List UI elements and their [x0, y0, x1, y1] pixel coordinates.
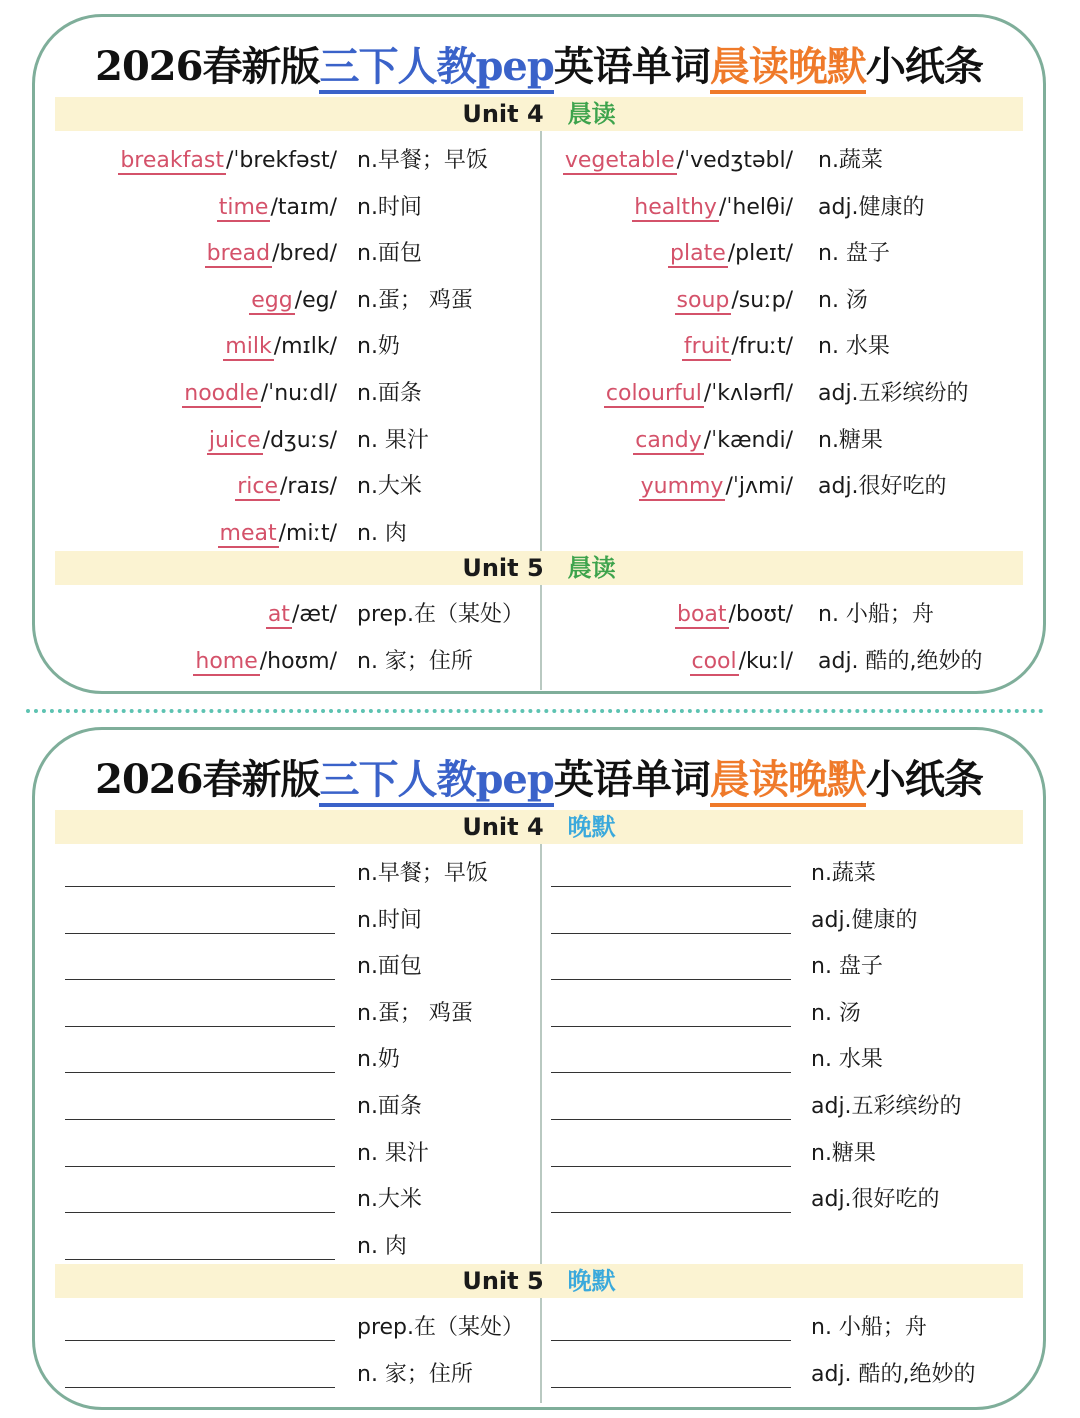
title-highlight-blue: 三下人教pep — [319, 43, 553, 94]
answer-blank[interactable] — [65, 1387, 335, 1388]
phonetic: /boʊt/ — [728, 602, 793, 627]
vocab-meaning: n.大米 — [357, 1187, 422, 1213]
word-group — [57, 374, 337, 414]
title-highlight-orange: 晨读晚默 — [710, 43, 866, 94]
word-group — [553, 595, 793, 635]
vocab-meaning: n.蔬菜 — [818, 148, 883, 173]
phonetic: /kuːl/ — [738, 648, 793, 674]
unit4-morning-banner — [55, 97, 1023, 131]
title-middle: 英语单词 — [553, 43, 710, 90]
vocab-meaning: n.奶 — [357, 334, 400, 360]
title-prefix: 2026春新版 — [95, 43, 320, 90]
word-group — [553, 642, 793, 682]
phonetic: /taɪm/ — [270, 194, 337, 220]
column-divider — [540, 131, 542, 551]
answer-blank[interactable] — [551, 1072, 791, 1073]
vocab-word: meat — [219, 520, 277, 546]
mode-label: 晚默 — [567, 813, 616, 841]
vocab-meaning: prep.在（某处） — [357, 1315, 525, 1340]
word-group — [553, 374, 793, 414]
word-group — [553, 327, 793, 367]
column-divider — [540, 1298, 542, 1403]
vocab-row — [553, 188, 793, 228]
vocab-row — [57, 281, 337, 321]
vocab-meaning: n. 肉 — [357, 520, 407, 546]
vocab-meaning: n. 小船；舟 — [811, 1315, 927, 1340]
answer-blank[interactable] — [65, 979, 335, 980]
title-suffix: 小纸条 — [865, 756, 983, 803]
phonetic: /mɪlk/ — [273, 334, 337, 360]
answer-blank[interactable] — [551, 1026, 791, 1027]
vocab-row — [57, 595, 337, 635]
vocab-meaning: n.早餐；早饭 — [357, 148, 488, 173]
word-group — [553, 467, 793, 507]
answer-blank[interactable] — [551, 1119, 791, 1120]
title-highlight-blue: 三下人教pep — [319, 756, 553, 807]
phonetic: /ˈvedʒtəbl/ — [676, 148, 793, 173]
vocab-meaning: n.面条 — [357, 381, 422, 406]
vocab-word: boat — [676, 602, 727, 627]
phonetic: /ˈkʌlərfl/ — [703, 381, 793, 406]
word-group — [57, 421, 337, 461]
vocab-meaning: n.面包 — [357, 954, 422, 980]
vocab-meaning: adj. 酷的,绝妙的 — [818, 648, 983, 674]
vocab-word: colourful — [605, 381, 702, 406]
answer-blank[interactable] — [65, 886, 335, 887]
phonetic: /bred/ — [272, 241, 337, 267]
vocab-meaning: adj.健康的 — [818, 194, 925, 220]
answer-blank[interactable] — [65, 933, 335, 934]
answer-blank[interactable] — [65, 1212, 335, 1213]
vocab-meaning: n. 家；住所 — [357, 1361, 473, 1387]
phonetic: /miːt/ — [278, 520, 337, 546]
title-prefix: 2026春新版 — [95, 756, 320, 803]
vocab-row — [57, 234, 337, 274]
word-group — [57, 642, 337, 682]
vocab-row — [553, 327, 793, 367]
vocab-meaning: n. 汤 — [818, 287, 868, 313]
column-divider — [540, 585, 542, 690]
vocab-row — [553, 374, 793, 414]
vocab-row — [553, 467, 793, 507]
word-group — [57, 234, 337, 274]
vocab-meaning: n. 家；住所 — [357, 648, 473, 674]
vocab-row — [57, 188, 337, 228]
vocab-meaning: n. 果汁 — [357, 1140, 429, 1166]
vocab-row — [57, 514, 337, 554]
vocab-word: breakfast — [120, 148, 224, 173]
vocab-row — [57, 141, 337, 181]
vocab-row — [553, 642, 793, 682]
answer-blank[interactable] — [65, 1340, 335, 1341]
vocab-word: at — [267, 602, 290, 627]
page-title — [35, 748, 1043, 805]
vocab-word: soup — [676, 287, 730, 313]
title-middle: 英语单词 — [553, 756, 710, 803]
vocab-row — [57, 642, 337, 682]
vocab-row — [553, 281, 793, 321]
unit5-evening-banner — [55, 1264, 1023, 1298]
vocab-meaning: n. 盘子 — [818, 241, 890, 267]
vocab-meaning: n.大米 — [357, 474, 422, 500]
vocab-row — [553, 141, 793, 181]
vocab-word: milk — [225, 334, 272, 360]
mode-label: 晚默 — [567, 1267, 616, 1295]
phonetic: /dʒuːs/ — [262, 427, 337, 453]
column-divider — [540, 844, 542, 1264]
word-group — [553, 421, 793, 461]
answer-blank[interactable] — [551, 1387, 791, 1388]
vocab-meaning: n. 果汁 — [357, 427, 429, 453]
title-highlight-orange: 晨读晚默 — [710, 756, 866, 807]
word-group — [57, 188, 337, 228]
unit-label: Unit 5 — [462, 1267, 544, 1295]
phonetic: /ˈnuːdl/ — [260, 381, 337, 406]
answer-blank[interactable] — [65, 1119, 335, 1120]
vocab-word: healthy — [634, 194, 717, 220]
vocab-meaning: n. 水果 — [811, 1047, 883, 1073]
vocab-meaning: n.面包 — [357, 241, 422, 267]
phonetic: /raɪs/ — [280, 474, 337, 500]
vocab-row — [57, 374, 337, 414]
vocab-meaning: n.蔬菜 — [811, 861, 876, 886]
vocab-meaning: n.奶 — [357, 1047, 400, 1073]
word-group — [57, 281, 337, 321]
word-group — [553, 141, 793, 181]
mode-label: 晨读 — [567, 100, 616, 128]
vocab-word: juice — [208, 427, 261, 453]
vocab-meaning: n.早餐；早饭 — [357, 861, 488, 886]
answer-blank[interactable] — [65, 1026, 335, 1027]
vocab-meaning: n. 水果 — [818, 334, 890, 360]
title-suffix: 小纸条 — [865, 43, 983, 90]
vocab-meaning: adj.很好吃的 — [811, 1187, 940, 1213]
word-group — [57, 514, 337, 554]
phonetic: /ˈhelθi/ — [718, 194, 793, 220]
phonetic: /ˈbrekfəst/ — [225, 148, 337, 173]
vocab-meaning: adj. 酷的,绝妙的 — [811, 1361, 976, 1387]
vocab-word: bread — [206, 241, 271, 267]
vocab-word: yummy — [640, 474, 724, 500]
vocab-meaning: n.蛋； 鸡蛋 — [357, 1000, 473, 1026]
vocab-meaning: adj.五彩缤纷的 — [818, 381, 969, 406]
morning-card — [32, 14, 1046, 694]
phonetic: /suːp/ — [731, 287, 793, 313]
answer-blank[interactable] — [65, 1166, 335, 1167]
word-group — [57, 467, 337, 507]
vocab-meaning: adj.很好吃的 — [818, 474, 947, 500]
phonetic: /pleɪt/ — [727, 241, 793, 267]
vocab-row — [553, 421, 793, 461]
answer-blank[interactable] — [551, 1212, 791, 1213]
unit-label: Unit 4 — [462, 813, 544, 841]
answer-blank[interactable] — [551, 933, 791, 934]
vocab-meaning: n.时间 — [357, 194, 422, 220]
vocab-meaning: n.糖果 — [818, 427, 883, 453]
vocab-meaning: n. 盘子 — [811, 954, 883, 980]
vocab-word: fruit — [683, 334, 730, 360]
unit-label: Unit 4 — [462, 100, 544, 128]
answer-blank[interactable] — [65, 1072, 335, 1073]
word-group — [553, 234, 793, 274]
word-group — [57, 141, 337, 181]
answer-blank[interactable] — [65, 1259, 335, 1260]
phonetic: /eg/ — [294, 287, 337, 313]
section-divider — [26, 709, 1044, 713]
vocab-row — [553, 234, 793, 274]
mode-label: 晨读 — [567, 554, 616, 582]
vocab-meaning: n. 小船；舟 — [818, 602, 934, 627]
answer-blank[interactable] — [551, 1166, 791, 1167]
phonetic: /ˈkændi/ — [703, 427, 793, 453]
vocab-word: rice — [237, 474, 278, 500]
word-group — [553, 281, 793, 321]
vocab-word: plate — [670, 241, 726, 267]
vocab-word: noodle — [184, 381, 259, 406]
vocab-word: home — [195, 648, 258, 674]
vocab-meaning: n.时间 — [357, 907, 422, 933]
vocab-meaning: prep.在（某处） — [357, 602, 525, 627]
answer-blank[interactable] — [551, 979, 791, 980]
phonetic: /fruːt/ — [731, 334, 793, 360]
unit5-morning-banner — [55, 551, 1023, 585]
vocab-word: time — [218, 194, 269, 220]
answer-blank[interactable] — [551, 886, 791, 887]
unit-label: Unit 5 — [462, 554, 544, 582]
unit4-evening-banner — [55, 810, 1023, 844]
word-group — [57, 327, 337, 367]
vocab-meaning: n. 汤 — [811, 1000, 861, 1026]
answer-blank[interactable] — [551, 1340, 791, 1341]
vocab-meaning: n.面条 — [357, 1094, 422, 1119]
vocab-meaning: adj.健康的 — [811, 907, 918, 933]
page-title — [35, 35, 1043, 92]
word-group — [553, 188, 793, 228]
word-group — [57, 595, 337, 635]
phonetic: /hoʊm/ — [259, 648, 337, 674]
evening-card — [32, 727, 1046, 1410]
vocab-word: candy — [635, 427, 702, 453]
phonetic: /æt/ — [291, 602, 337, 627]
vocab-row — [57, 421, 337, 461]
vocab-row — [57, 467, 337, 507]
vocab-word: vegetable — [564, 148, 675, 173]
vocab-meaning: n. 肉 — [357, 1233, 407, 1259]
phonetic: /ˈjʌmi/ — [725, 474, 793, 500]
vocab-word: cool — [691, 648, 737, 674]
vocab-meaning: n.糖果 — [811, 1140, 876, 1166]
vocab-row — [57, 327, 337, 367]
vocab-meaning: n.蛋； 鸡蛋 — [357, 287, 473, 313]
vocab-meaning: adj.五彩缤纷的 — [811, 1094, 962, 1119]
vocab-row — [553, 595, 793, 635]
vocab-word: egg — [251, 287, 293, 313]
